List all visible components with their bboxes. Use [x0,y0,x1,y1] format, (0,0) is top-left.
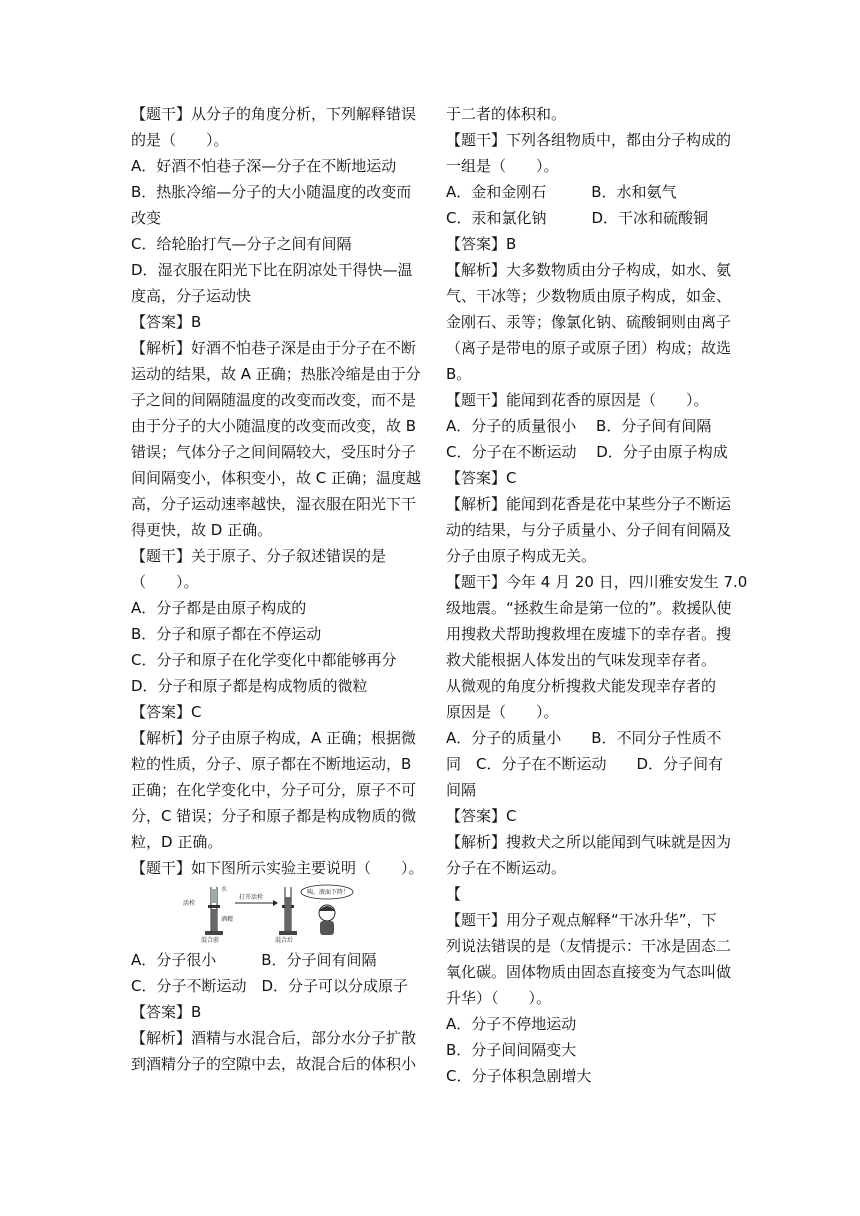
right-column-line: 救犬能根据人体发出的气味发现幸存者。 [446,651,717,669]
label-water: 水 [221,886,228,893]
left-column-line: 【解析】分子由原子构成，A 正确；根据微 [131,729,417,747]
right-column-line: 间隔 [446,781,477,799]
right-column-line: A．分子的质量很小 B．分子间有间隔 [446,417,712,435]
left-column-line: 改变 [131,209,162,227]
left-column-line: 由于分子的大小随温度的改变而改变，故 B [131,417,417,435]
left-column-line: D．湿衣服在阳光下比在阴凉处干得快—温 [131,261,413,279]
left-column-line: A．分子都是由原子构成的 [131,599,307,617]
right-column-line: 于二者的体积和。 [446,105,567,123]
right-column-line: 从微观的角度分析搜救犬能发现幸存者的 [446,677,717,695]
left-column-line: 【解析】好酒不怕巷子深是由于分子在不断 [131,339,417,357]
left-column-line: 【题干】从分子的角度分析，下列解释错误 [131,105,417,123]
left-column-line: 子之间的间隔随温度的改变而改变，而不是 [131,391,417,409]
experiment-figure [131,883,421,943]
left-text-block-after-figure [131,947,421,1077]
right-column-line: 【题干】用分子观点解释“干冰升华”，下 [446,911,717,929]
label-alcohol: 酒精 [221,916,234,923]
left-column-line: 度高，分子运动快 [131,287,252,305]
left-column-line: 分，C 错误；分子和原子都是构成物质的微 [131,807,417,825]
left-column-line: 【题干】关于原子、分子叙述错误的是 [131,547,387,565]
right-text-block [446,101,748,1089]
left-column-line: 错误；气体分子之间间隔较大，受压时分子 [131,443,417,461]
right-column-line: 分子在不断运动。 [446,859,567,877]
left-column-line: 到酒精分子的空隙中去，故混合后的体积小 [131,1055,417,1073]
right-column-line: 【 [446,885,462,903]
right-column-line: 【题干】下列各组物质中，都由分子构成的 [446,131,732,149]
left-column [131,101,424,1077]
right-column-line: 【解析】搜救犬之所以能闻到气味就是因为 [446,833,732,851]
right-column-line: 列说法错误的是（友情提示：干冰是固态二 [446,937,732,955]
left-column-line: C．分子和原子在化学变化中都能够再分 [131,651,397,669]
left-column-line: 的是（ ）。 [131,131,229,149]
right-column-line: C．分子体积急剧增大 [446,1067,592,1085]
right-column-line: （离子是带电的原子或原子团）构成；故选 [446,339,732,357]
left-column-line: 得更快，故 D 正确。 [131,521,273,539]
left-column-line: 【题干】如下图所示实验主要说明（ ）。 [131,859,424,877]
right-column-line: C．汞和氯化钠 D．干冰和硫酸铜 [446,209,709,227]
right-column [446,101,748,1089]
left-column-line: 高，分子运动速率越快，湿衣服在阳光下干 [131,495,417,513]
right-column-line: 【解析】大多数物质由分子构成，如水、氨 [446,261,732,279]
left-column-line: 【答案】B [131,1003,202,1021]
left-column-line: 运动的结果，故 A 正确；热胀冷缩是由于分 [131,365,421,383]
left-column-line: A．分子很小 B．分子间有间隔 [131,951,377,969]
right-column-line: 氧化碳。固体物质由固态直接变为气态叫做 [446,963,732,981]
right-column-line: A．分子的质量小 B．不同分子性质不 [446,729,722,747]
right-column-line: A．分子不停地运动 [446,1015,577,1033]
right-column-line: 【答案】C [446,469,517,487]
right-column-line: B．分子间间隔变大 [446,1041,577,1059]
label-before: 混合前 [201,937,220,943]
left-column-line: C．给轮胎打气—分子之间有间隔 [131,235,352,253]
left-column-line: 正确；在化学变化中，分子可分，原子不可 [131,781,417,799]
left-column-line: 【答案】C [131,703,202,721]
label-piston: 活栓 [183,900,196,907]
left-column-line: 粒的性质，分子、原子都在不断地运动，B [131,755,412,773]
right-column-line: 【答案】B [446,235,517,253]
right-column-line: 级地震。“拯救生命是第一位的”。救援队使 [446,599,732,617]
left-column-line: （ ）。 [131,573,199,591]
right-column-line: 【题干】今年 4 月 20 日，四川雅安发生 7.0 [446,573,748,591]
right-column-line: 原因是（ ）。 [446,703,559,721]
right-column-line: 【题干】能闻到花香的原因是（ ）。 [446,391,709,409]
right-column-line: 一组是（ ）。 [446,157,559,175]
mixing-experiment-diagram [177,883,367,943]
left-column-line: B．热胀冷缩—分子的大小随温度的改变而 [131,183,412,201]
label-open-piston: 打开活栓 [239,894,264,901]
right-column-line: 升华）（ ）。 [446,989,552,1007]
left-column-line: 【解析】酒精与水混合后，部分水分子扩散 [131,1029,417,1047]
right-column-line: 【解析】能闻到花香是花中某些分子不断运 [446,495,732,513]
speech-bubble-text: 咦，液面下降！ [307,889,350,896]
left-column-line: B．分子和原子都在不停运动 [131,625,322,643]
right-column-line: 分子由原子构成无关。 [446,547,597,565]
right-column-line: 同 C．分子在不断运动 D．分子间有 [446,755,724,773]
right-column-line: 气、干冰等；少数物质由原子构成，如金、 [446,287,732,305]
left-column-line: 间间隔变小，体积变小，故 C 正确；温度越 [131,469,422,487]
right-column-line: 【答案】C [446,807,517,825]
label-after: 混合后 [275,937,294,943]
right-column-line: 动的结果，与分子质量小、分子间有间隔及 [446,521,732,539]
left-column-line: 粒，D 正确。 [131,833,223,851]
right-column-line: 金刚石、汞等；像氯化钠、硫酸铜则由离子 [446,313,732,331]
left-column-line: D．分子和原子都是构成物质的微粒 [131,677,368,695]
left-column-line: C．分子不断运动 D．分子可以分成原子 [131,977,409,995]
right-column-line: 用搜救犬帮助搜救埋在废墟下的幸存者。搜 [446,625,732,643]
right-column-line: C．分子在不断运动 D．分子由原子构成 [446,443,728,461]
right-column-line: B。 [446,365,472,383]
left-column-line: 【答案】B [131,313,202,331]
left-text-block [131,101,424,881]
right-column-line: A．金和金刚石 B．水和氨气 [446,183,677,201]
left-column-line: A．好酒不怕巷子深—分子在不断地运动 [131,157,397,175]
